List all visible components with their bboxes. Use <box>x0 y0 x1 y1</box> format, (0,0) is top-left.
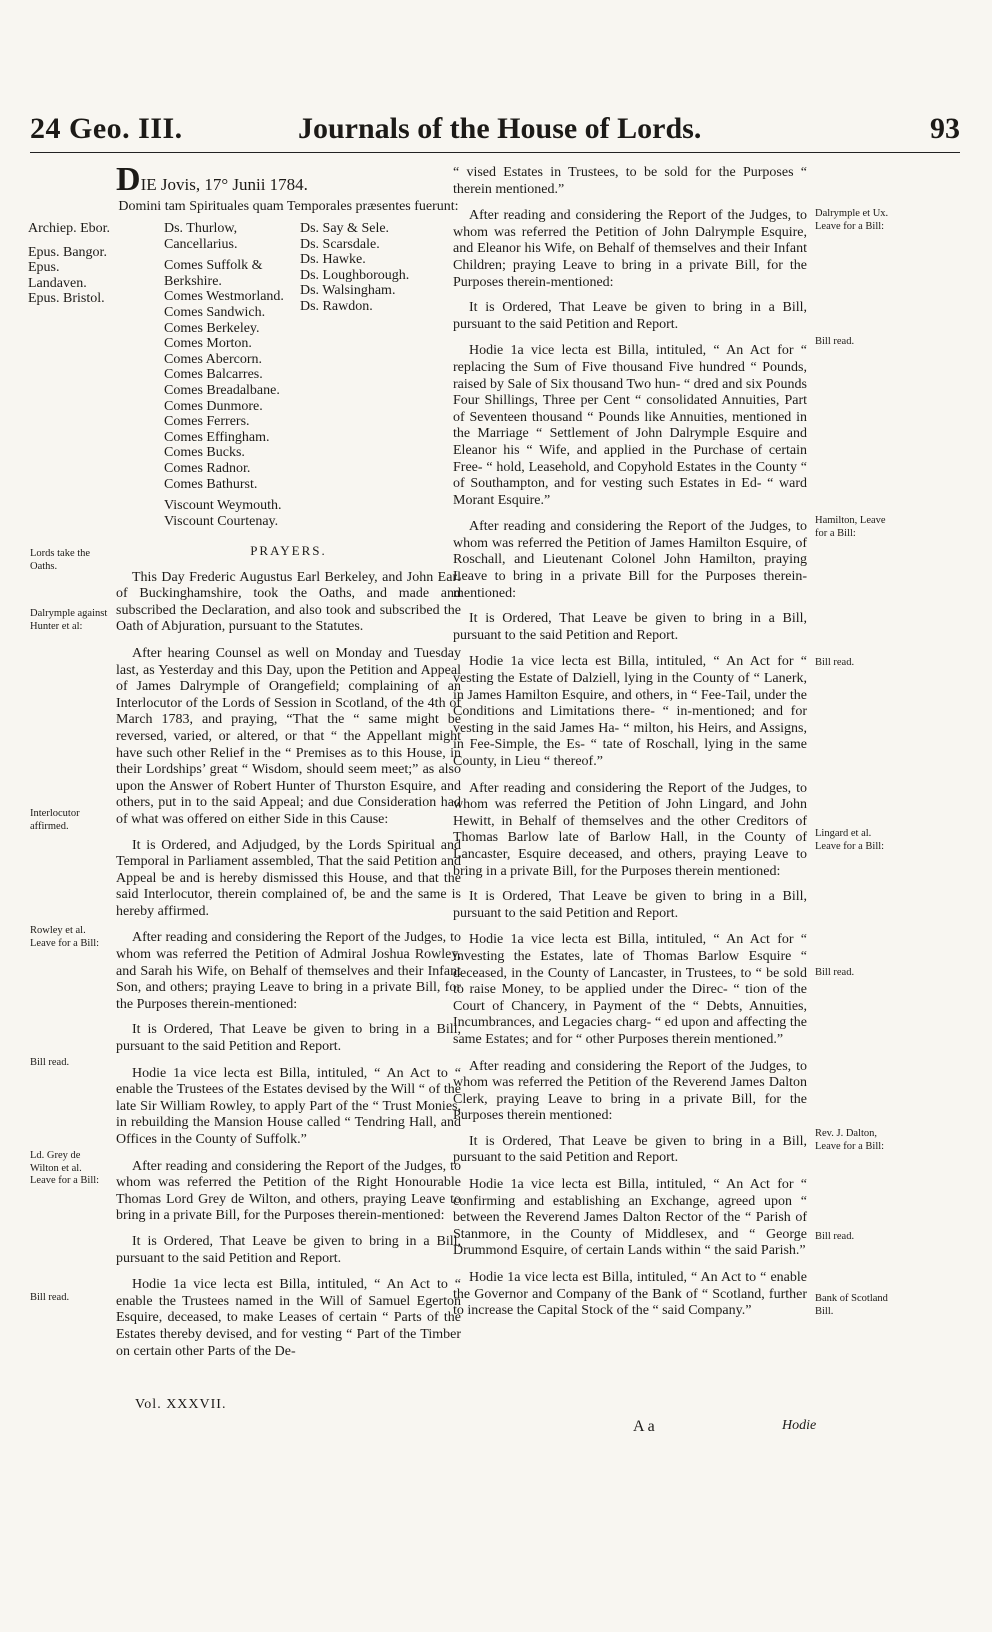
sederunt-entry: Ds. Scarsdale. <box>300 236 380 252</box>
catchword: Hodie <box>782 1418 817 1433</box>
margin-note: Bill read. <box>815 657 855 668</box>
sederunt-entry: Epus. Bristol. <box>28 291 105 307</box>
entry-egerton-bill: Hodie 1a vice lecta est Billa, intituled, “ An Act to “ enable the Trustees named in the Will of Samuel Egerton Esquire, deceased, to make Leases of certain “ Parts of the Estates thereby devised, and for vesting “ Part of the Timber on certain other Parts of the De- <box>116 1277 461 1359</box>
margin-note: Lingard et al. Leave for a Bill: <box>815 828 885 852</box>
entry-interlocutor-affirmed: It is Ordered, and Adjudged, by the Lords Spiritual and Temporal in Parliament assembled, That the said Petition and Appeal be and is hereby dismissed this House, and that the said Interlocutor, therein complained of, be and the same is hereby affirmed. <box>116 837 461 919</box>
sederunt-entry: Comes Abercorn. <box>164 351 262 367</box>
signature-mark: A a <box>633 1418 655 1435</box>
entry-dalrymple-bill: Hodie 1a vice lecta est Billa, intituled, “ An Act for “ replacing the Sum of Five thousand Five hundred “ Pounds, raised by Sale of Six thousand Two hun- “ dred and six Pounds Four Shillings, Three per Cent “ consolidated Annuities, Part of Seventeen thousand “ Pounds like Annuities, mentioned in the Marriage “ Settlement of John Dalrymple Esquire and Eleanor his “ Wife, and applied in the Purchase of certain Free- “ hold, Leasehold, and Copyhold Estates in the County “ of Southampton, and for vesting such Estates in Ed- “ ward Morant Esquire.” <box>453 343 807 508</box>
entry-rowley-bill: Hodie 1a vice lecta est Billa, intituled, “ An Act to “ enable the Trustees of the Estates devised by the Will “ of the late Sir William Rowley, to apply Part of the “ Trust Monies, in rebuilding the Mansion House called “ Tendring Hall, and Offices in the County of Suffolk.” <box>116 1065 461 1147</box>
sederunt-entry: Ds. Rawdon. <box>300 298 373 314</box>
right-column <box>453 165 807 1320</box>
margin-note: Dalrymple against Hunter et al: <box>30 608 108 632</box>
sederunt-entry: Comes Morton. <box>164 336 252 352</box>
entry-lingard-ordered: It is Ordered, That Leave be given to bring in a Bill, pursuant to the said Petition and Report. <box>453 889 807 921</box>
entry-grey-report: After reading and considering the Report of the Judges, to whom was referred the Petition of the Right Honourable Thomas Lord Grey de Wilton, and others, praying Leave to bring in a private Bill, for the Purposes therein-mentioned: <box>116 1158 461 1224</box>
sederunt-entry: Ds. Loughborough. <box>300 267 410 283</box>
entry-bank-scotland-bill: Hodie 1a vice lecta est Billa, intituled, “ An Act to “ enable the Governor and Company of the Bank of “ Scotland, further to increase the Capital Stock of the “ said Company.” <box>453 1270 807 1319</box>
sederunt-entry: Comes Effingham. <box>164 429 270 445</box>
margin-note: Bill read. <box>30 1292 70 1303</box>
margin-note: Interlocutor affirmed. <box>30 808 80 832</box>
entry-hamilton-bill: Hodie 1a vice lecta est Billa, intituled, “ An Act for “ vesting the Estate of Dalziell, lying in the County of “ Lanerk, in James Hamilton Esquire, and others, in “ Fee-Tail, under the Conditions and Limitations there- “ in-mentioned; and for vesting in the said James Ha- “ milton, his Heirs, and Assigns, in Fee-Simple, the Es- “ tate of Roschall, lying in the same County, in Lieu “ thereof.” <box>453 654 807 769</box>
volume-number: Vol. XXXVII. <box>135 1397 227 1412</box>
sederunt-entry: Comes Balcarres. <box>164 367 263 383</box>
margin-note: Lords take the Oaths. <box>30 548 91 572</box>
margin-note: Bank of Scotland Bill. <box>815 1293 888 1317</box>
attendance-heading: Domini tam Spirituales quam Temporales præsentes fuerunt: <box>118 199 459 214</box>
left-margin-notes <box>30 0 110 1632</box>
entry-barlow-bill: Hodie 1a vice lecta est Billa, intituled, “ An Act for “ investing the Estates, late of Thomas Barlow Esquire “ deceased, in the County of Lancaster, in Trustees, to “ be sold to raise Money, to be applied under the Direc- “ tion of the Court of Chancery, in Payment of the “ Debts, Annuities, Incumbrances, and Legacies charg- “ ed upon and affecting the same Estates; and for “ other Purposes therein mentioned.” <box>453 932 807 1047</box>
entry-rowley-ordered: It is Ordered, That Leave be given to bring in a Bill, pursuant to the said Petition and Report. <box>116 1022 461 1055</box>
sederunt-entry: Comes Dunmore. <box>164 398 263 414</box>
sederunt-entry: Epus. Landaven. <box>28 260 87 291</box>
margin-note: Ld. Grey de Wilton et al. Leave for a Bill: <box>30 1150 100 1186</box>
right-margin-notes <box>815 0 900 1632</box>
entry-rowley-report: After reading and considering the Report of the Judges, to whom was referred the Petition of Admiral Joshua Rowley, and Sarah his Wife, on Behalf of themselves and their Infant Son, and others; praying Leave to bring in a private Bill, for the Purposes therein-mentioned: <box>116 930 461 1012</box>
sederunt-entry: Comes Bucks. <box>164 445 245 461</box>
entry-hamilton-report: After reading and considering the Report of the Judges, to whom was referred the Petition of James Hamilton Esquire, of Roschall, and Lieutenant Colonel John Hamilton, praying Leave to bring in a private Bill for the Purposes therein-mentioned: <box>453 519 807 601</box>
entry-dalrymple-ordered: It is Ordered, That Leave be given to bring in a Bill, pursuant to the said Petition and Report. <box>453 300 807 332</box>
page-number: 93 <box>930 112 960 145</box>
sederunt-temporal <box>164 221 286 529</box>
entry-hamilton-ordered: It is Ordered, That Leave be given to bring in a Bill, pursuant to the said Petition and Report. <box>453 611 807 643</box>
sederunt-entry: Comes Breadalbane. <box>164 382 280 398</box>
journal-title: Journals of the House of Lords. <box>298 112 702 145</box>
entry-egerton-continued: “ vised Estates in Trustees, to be sold for the Purposes “ therein mentioned.” <box>453 165 807 197</box>
sederunt-entry: Comes Berkeley. <box>164 320 260 336</box>
sederunt-entry: Comes Suffolk & Berkshire. <box>164 258 263 289</box>
sederunt-entry: Comes Bathurst. <box>164 476 258 492</box>
entry-dalton-report: After reading and considering the Report of the Judges, to whom was referred the Petition of the Reverend James Dalton Clerk, praying Leave to bring in a private Bill, for the Purposes therein mentioned: <box>453 1058 807 1124</box>
entry-dalrymple-appeal: After hearing Counsel as well on Monday and Tuesday last, as Yesterday and this Day, upon the Petition and Appeal of James Dalrymple of Orangefield; complaining of an Interlocutor of the Lords of Session in Scotland, of the 4th of March 1783, and praying, “That the “ same might be reversed, varied, or altered, or that “ the Appellant might have such other Relief in the “ Premises as to this House, in their Lordships’ great “ Wisdom, should seem meet;” as also upon the Answer of Robert Hunter of Thurston Esquire, and others, put in to the said Appeal; and due Consideration had of what was offered on either Side in this Cause: <box>116 645 461 827</box>
date-text: IE Jovis, 17° Junii 1784. <box>140 175 308 194</box>
margin-note: Rev. J. Dalton, Leave for a Bill: <box>815 1128 885 1152</box>
margin-note: Rowley et al. Leave for a Bill: <box>30 925 100 949</box>
sederunt-barons <box>300 221 420 315</box>
sederunt-entry: Comes Westmorland. <box>164 289 284 305</box>
sederunt-entry: Epus. Bangor. <box>28 244 107 260</box>
sederunt-entry: Comes Ferrers. <box>164 414 250 430</box>
sederunt-entry: Viscount Courtenay. <box>164 513 279 529</box>
sederunt-entry: Ds. Say & Sele. <box>300 221 390 236</box>
margin-note: Bill read. <box>815 336 855 347</box>
entry-dalton-bill: Hodie 1a vice lecta est Billa, intituled, “ An Act for “ confirming and establishing an Exchange, agreed upon “ between the Reverend James Dalton Rector of the “ Parish of Stanmore, in the County of Middlesex, and “ George Drummond Esquire, of certain Lands within “ the said Parish.” <box>453 1177 807 1259</box>
margin-note: Dalrymple et Ux. Leave for a Bill: <box>815 208 889 232</box>
entry-grey-ordered: It is Ordered, That Leave be given to bring in a Bill, pursuant to the said Petition and Report. <box>116 1233 461 1266</box>
sederunt-entry: Ds. Hawke. <box>300 252 366 268</box>
sederunt-entry: Archiep. Ebor. <box>28 221 111 236</box>
date-dropcap: D <box>116 161 141 198</box>
entry-lingard-report: After reading and considering the Report of the Judges, to whom was referred the Petition of John Lingard, and John Hewitt, in Behalf of themselves and the other Creditors of Thomas Barlow late of Barlow Hall, in the County of Lancaster, Esquire deceased, and others, praying Leave to bring in a private Bill, for the Purposes therein mentioned: <box>453 780 807 879</box>
margin-note: Hamilton, Leave for a Bill: <box>815 515 886 539</box>
entry-oaths: This Day Frederic Augustus Earl Berkeley, and John Earl of Buckinghamshire, took the Oaths, and made and subscribed the Declaration, and also took and subscribed the Oath of Abjuration, pursuant to the Statutes. <box>116 569 461 635</box>
sederunt-entry: Ds. Thurlow, Cancellarius. <box>164 221 238 252</box>
date-line <box>116 161 461 198</box>
regnal-year: 24 Geo. III. <box>30 112 183 145</box>
sederunt-entry: Viscount Weymouth. <box>164 498 282 514</box>
prayers-heading: PRAYERS. <box>250 543 327 558</box>
margin-note: Bill read. <box>815 967 855 978</box>
margin-note: Bill read. <box>815 1231 855 1242</box>
entry-dalrymple-report: After reading and considering the Report of the Judges, to whom was referred the Petition of John Dalrymple Esquire, and Eleanor his Wife, on Behalf of themselves and their Infant Children; praying Leave to bring in a private Bill, for the Purposes therein-mentioned: <box>453 208 807 290</box>
sederunt-entry: Ds. Walsingham. <box>300 283 396 299</box>
sederunt-entry: Comes Sandwich. <box>164 304 266 320</box>
sederunt-list <box>28 221 461 539</box>
margin-note: Bill read. <box>30 1057 70 1068</box>
sederunt-entry: Comes Radnor. <box>164 460 251 476</box>
entry-dalton-ordered: It is Ordered, That Leave be given to bring in a Bill, pursuant to the said Petition and Report. <box>453 1133 807 1166</box>
